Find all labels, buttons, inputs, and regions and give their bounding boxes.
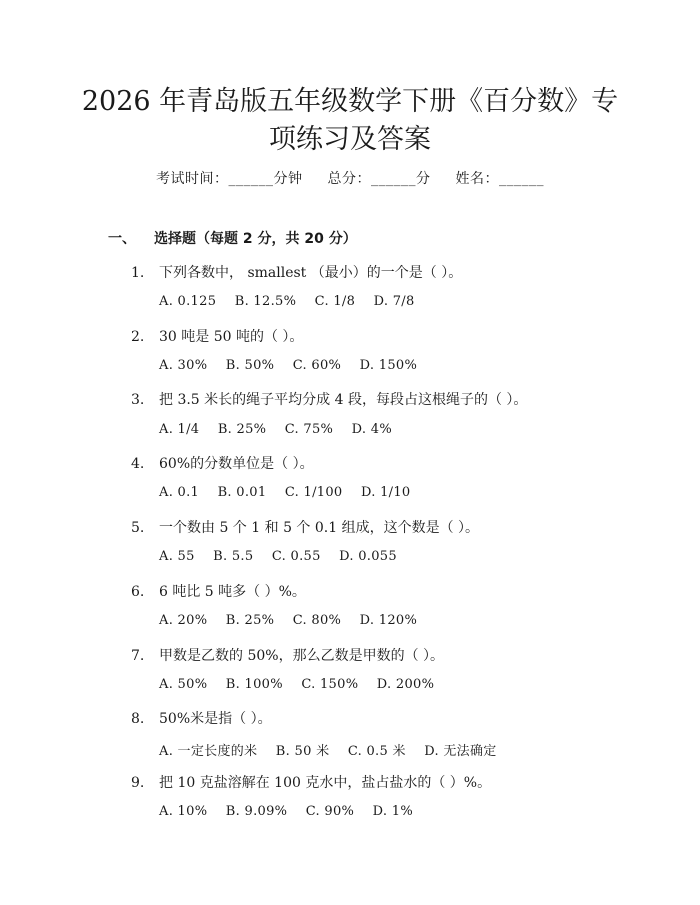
- option-a: A. 30%: [159, 358, 208, 373]
- document-title-line-2: 项练习及答案: [269, 124, 431, 155]
- option-c: C. 150%: [301, 677, 359, 692]
- option-d: D. 150%: [359, 358, 418, 373]
- question-2-options: [159, 358, 431, 373]
- exam-meta: [0, 168, 700, 188]
- option-a: A. 一定长度的米: [159, 744, 258, 759]
- question-6: [131, 581, 306, 601]
- total-score-field: 总分：______分: [327, 171, 431, 187]
- option-a: A. 0.1: [159, 485, 200, 500]
- option-c: C. 75%: [284, 422, 334, 437]
- question-number: 8.: [131, 711, 145, 727]
- option-d: D. 无法确定: [424, 744, 497, 759]
- section-heading: [108, 228, 357, 248]
- question-7: [131, 645, 444, 665]
- question-1: [131, 262, 462, 282]
- option-b: B. 0.01: [217, 485, 267, 500]
- option-c: C. 0.55: [271, 549, 321, 564]
- question-8-options: [159, 740, 511, 759]
- document-title-line-1: 2026 年青岛版五年级数学下册《百分数》专: [81, 86, 619, 117]
- option-b: B. 12.5%: [234, 294, 297, 309]
- option-d: D. 1%: [372, 804, 413, 819]
- question-text: 60%的分数单位是（ ）。: [159, 456, 314, 472]
- option-b: B. 25%: [225, 613, 275, 628]
- question-number: 5.: [131, 520, 145, 536]
- option-b: B. 25%: [217, 422, 267, 437]
- question-8: [131, 708, 272, 728]
- question-6-options: [159, 613, 431, 628]
- option-a: A. 0.125: [159, 294, 217, 309]
- question-3-options: [159, 422, 406, 437]
- option-c: C. 0.5 米: [347, 744, 406, 759]
- student-name-field: 姓名：______: [455, 171, 544, 187]
- question-number: 6.: [131, 584, 145, 600]
- option-d: D. 7/8: [373, 294, 415, 309]
- question-text: 下列各数中， smallest （最小）的一个是（ ）。: [159, 265, 463, 281]
- question-4: [131, 453, 314, 473]
- option-c: C. 60%: [292, 358, 342, 373]
- section-number: 一、: [108, 231, 136, 247]
- option-c: C. 90%: [305, 804, 355, 819]
- question-5: [131, 517, 479, 537]
- option-d: D. 0.055: [339, 549, 397, 564]
- option-d: D. 120%: [359, 613, 418, 628]
- question-number: 3.: [131, 392, 145, 408]
- option-a: A. 20%: [159, 613, 208, 628]
- option-c: C. 1/8: [314, 294, 356, 309]
- question-text: 把 10 克盐溶解在 100 克水中，盐占盐水的（ ）%。: [159, 775, 492, 791]
- question-4-options: [159, 485, 424, 500]
- option-a: A. 1/4: [159, 422, 200, 437]
- option-b: B. 5.5: [213, 549, 254, 564]
- question-number: 7.: [131, 648, 145, 664]
- option-d: D. 1/10: [360, 485, 411, 500]
- option-b: B. 50%: [225, 358, 275, 373]
- option-a: A. 55: [159, 549, 195, 564]
- question-text: 50%米是指（ ）。: [159, 711, 272, 727]
- question-9: [131, 772, 491, 792]
- option-d: D. 4%: [351, 422, 393, 437]
- option-a: A. 10%: [159, 804, 208, 819]
- question-5-options: [159, 549, 411, 564]
- question-9-options: [159, 804, 427, 819]
- option-c: C. 1/100: [284, 485, 343, 500]
- option-a: A. 50%: [159, 677, 208, 692]
- exam-time-field: 考试时间：______分钟: [156, 171, 303, 187]
- option-c: C. 80%: [292, 613, 342, 628]
- question-text: 一个数由 5 个 1 和 5 个 0.1 组成，这个数是（ ）。: [159, 520, 480, 536]
- option-d: D. 200%: [376, 677, 435, 692]
- question-number: 1.: [131, 265, 145, 281]
- question-number: 9.: [131, 775, 145, 791]
- section-title: 选择题（每题 2 分，共 20 分）: [154, 231, 357, 247]
- option-b: B. 9.09%: [225, 804, 288, 819]
- question-text: 6 吨比 5 吨多（ ）%。: [159, 584, 306, 600]
- question-2: [131, 326, 303, 346]
- question-1-options: [159, 294, 429, 309]
- question-number: 2.: [131, 329, 145, 345]
- question-text: 30 吨是 50 吨的（ ）。: [159, 329, 304, 345]
- option-b: B. 100%: [225, 677, 283, 692]
- question-text: 把 3.5 米长的绳子平均分成 4 段，每段占这根绳子的（ ）。: [159, 392, 528, 408]
- question-7-options: [159, 677, 448, 692]
- option-b: B. 50 米: [275, 744, 330, 759]
- question-number: 4.: [131, 456, 145, 472]
- question-text: 甲数是乙数的 50%，那么乙数是甲数的（ ）。: [159, 648, 445, 664]
- question-3: [131, 389, 527, 409]
